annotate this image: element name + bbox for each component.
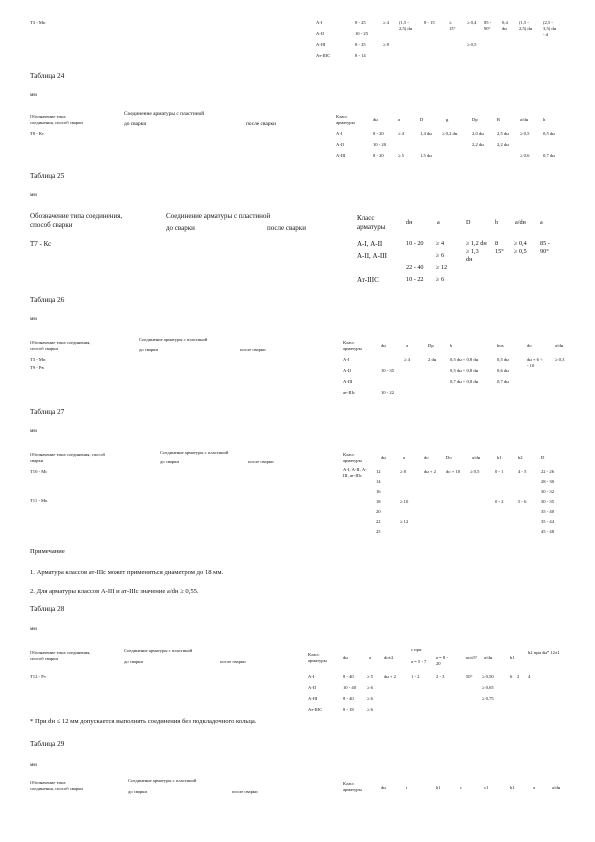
table-29-header-t: t	[406, 785, 408, 790]
table-25-title: Таблица 25	[30, 172, 65, 180]
table-25-unit: мм	[30, 192, 37, 198]
table-28-class-3: А-III	[308, 696, 318, 701]
table-28-dn-4: 8 - 18	[343, 707, 354, 712]
table-24-connection-type: Т8 - Кс	[30, 131, 44, 136]
table-27-title: Таблица 27	[30, 408, 65, 416]
table-25-header-D: D	[466, 219, 471, 226]
table-24-unit: мм	[30, 92, 37, 98]
top-c7: 0,4 dн	[502, 20, 508, 31]
notes-title: Примечание	[30, 548, 65, 555]
table-27-D-5: 35 - 40	[541, 509, 555, 514]
table-27-connection-type-1: Т10 - Мс	[30, 469, 48, 474]
table-29-header-h1b: h1	[510, 785, 515, 790]
table-29-header-a: a	[533, 785, 536, 790]
table-26-header-h: h	[450, 343, 453, 348]
table-27-header-D: D	[541, 455, 545, 460]
table-26-h-1: 0,5 dн ÷ 0,8 dн	[450, 357, 479, 362]
table-25-header-alpha: a	[540, 219, 543, 226]
table-26-dp: 2 dн	[428, 357, 437, 362]
table-27-header-adn: a/dн	[472, 455, 481, 460]
table-25-dn-4: 10 - 22	[406, 276, 424, 283]
table-28-do: dн + 2	[384, 674, 396, 679]
table-28-dn-1: 8 - 40	[343, 674, 354, 679]
table-27-header-before: до сварки	[160, 459, 179, 464]
table-26-unit: мм	[30, 316, 37, 322]
table-28-header-type: Обозначение типа соединения, способ сварки	[30, 650, 91, 661]
table-26-connection-type-1: Т3 - Мп	[30, 357, 46, 362]
top-class-4: Ат-IIIС	[316, 53, 331, 58]
table-27-D-6: 35 - 44	[541, 519, 555, 524]
table-27-connection-type-2: Т11 - Мк	[30, 498, 48, 503]
table-27-D-7: 45 - 48	[541, 529, 555, 534]
table-27-D-1: 22 - 26	[541, 469, 555, 474]
table-27-h2-2: 5 - 6	[518, 499, 527, 504]
table-27-D-4: 30 - 35	[541, 499, 555, 504]
table-24-header-before: до сварки	[124, 121, 147, 127]
table-28-header-alpha: αо±5°	[466, 655, 478, 660]
note-2: 2. Для арматуры классов А-III и ат-IIIс значение a/dн ≥ 0,55.	[30, 588, 199, 595]
table-29-header-c: c	[460, 785, 463, 790]
table-28-header-before: до сварки	[124, 659, 143, 664]
table-24-row-2-R: 2,2 dн	[497, 142, 509, 147]
table-28-header-adn: a/dн	[484, 655, 493, 660]
table-28-c1: 1 - 2	[411, 674, 420, 679]
table-24-header-Dp: Dp	[472, 117, 478, 122]
table-28-header-connection: Соединение арматуры с пластиной	[124, 648, 193, 653]
table-26-hsv-3: 0,7 dн	[497, 379, 509, 384]
table-28-header-a: a	[369, 655, 372, 660]
table-24-row-3-h: 0,7 dн	[543, 153, 555, 158]
table-29-header-adn: a/dн	[552, 785, 561, 790]
table-27-dn-7: 25	[376, 529, 381, 534]
table-28-h2-b: 4	[528, 674, 531, 679]
table-25-header-connection: Соединение арматуры с пластиной	[166, 212, 271, 220]
table-29-header-c1: c1	[484, 785, 489, 790]
table-28-c2: 2 - 3	[436, 674, 445, 679]
table-24-header-h: h	[543, 117, 546, 122]
table-27-h1-2: 0 - 2	[495, 499, 504, 504]
table-24-row-1-a: ≥ 4	[398, 131, 404, 136]
table-24-header-class: Класс арматуры	[336, 114, 355, 125]
table-28-a-1: ≥ 5	[367, 674, 373, 679]
table-27-do: dн + 2	[424, 469, 436, 474]
table-27-a-6: ≥ 12	[400, 519, 409, 524]
table-26-header-type: Обозначение типа соединения, способ сварки	[30, 340, 91, 351]
table-26-h-2: 0,5 dн ÷ 0,8 dн	[450, 368, 479, 373]
table-27-header-type: Обозначение типа соединения, способ сварки	[30, 452, 106, 463]
table-27-adn: ≥ 0,5	[470, 469, 480, 474]
table-25-header-before: до сварки	[166, 224, 195, 232]
table-24-row-3-adn: ≥ 0,6	[520, 153, 530, 158]
table-24-row-3-class: А-III	[336, 153, 346, 158]
table-24-row-2-dn: 10 - 20	[373, 142, 387, 147]
table-26-class-2: А-II	[343, 368, 351, 373]
table-28-class-1: А-I	[308, 674, 315, 679]
table-24-header-connection: Соединение арматуры с пластиной	[124, 111, 205, 117]
table-28-header-h2: h2 при dн* 12±1	[528, 650, 560, 655]
table-24-row-1-adn: ≥ 0,5	[520, 131, 530, 136]
table-27-header-connection: Соединение арматуры с пластиной	[160, 450, 229, 455]
table-25-dn-1: 10 - 20	[406, 240, 424, 247]
top-d-4: 8 - 14	[355, 53, 366, 58]
table-25-header-a: a	[437, 219, 440, 226]
table-24-row-1-class: А-I	[336, 131, 343, 136]
table-26-hsv-2: 0,6 dн	[497, 368, 509, 373]
table-25-header-class: Класс арматуры	[357, 214, 386, 231]
table-26-do: dн + 6 ÷ - 10	[527, 357, 543, 368]
table-26-dn-2: 10 - 35	[381, 368, 395, 373]
table-24-header-D: D	[420, 117, 424, 122]
table-27-Do: dо + 10	[446, 469, 461, 474]
table-25-b: 8 15°	[495, 240, 504, 255]
table-29-header-class: Класс арматуры	[343, 781, 362, 792]
table-24-header-R: R	[497, 117, 501, 122]
table-28-adn-2: ≥ 0,65	[482, 685, 494, 690]
table-28-header-class: Класс арматуры	[308, 652, 327, 663]
top-d-2: 10 - 25	[355, 31, 369, 36]
top-c6: 85 - 90°	[484, 20, 492, 31]
table-28-header-c: c при	[411, 647, 422, 652]
table-24-row-2-class: А-II	[336, 142, 344, 147]
table-26-class-3: А-III	[343, 379, 353, 384]
table-25-class-1: А-I, А-II	[357, 240, 383, 248]
top-c1-1: ≥ 4	[383, 20, 389, 25]
table-26-header-class: Класс арматуры	[343, 340, 362, 351]
table-26-header-adn: a/dн	[555, 343, 564, 348]
table-27-header-class: Класс арматуры	[343, 452, 362, 463]
table-28-header-after: после сварки	[220, 659, 246, 664]
table-27-dn-1: 12	[376, 469, 381, 474]
table-26-header-dn: dн	[381, 343, 386, 348]
table-24-header-g: g	[446, 117, 449, 122]
table-26-a: ≥ 4	[404, 357, 410, 362]
top-d-1: 8 - 25	[355, 20, 366, 25]
table-27-header-a: a	[403, 455, 406, 460]
table-26-dn-4: 10 - 22	[381, 390, 395, 395]
table-27-D-2: 28 - 30	[541, 479, 555, 484]
table-25-header-type: Обозначение типа соединения, способ сварки	[30, 212, 123, 229]
table-25-class-4: Ат-IIIC	[357, 276, 379, 284]
top-c8: (1,5 - 2,5) dн	[519, 20, 533, 31]
table-28-alpha: 50°	[466, 674, 473, 679]
top-class-1: А-I	[316, 20, 323, 25]
table-24-row-3-a: ≥ 5	[398, 153, 404, 158]
table-28-header-c2: a = 8 - 20	[436, 655, 448, 666]
table-27-header-dn: dн	[381, 455, 386, 460]
table-28-h2-a: 2	[517, 674, 520, 679]
table-29-title: Таблица 29	[30, 740, 65, 748]
table-24-header-type: Обозначение типа соединения, способ сварки	[30, 114, 83, 125]
table-29-unit: мм	[30, 762, 37, 768]
table-26-h-3: 0,7 dн ÷ 0,8 dн	[450, 379, 479, 384]
table-25-alpha: 85 - 90°	[540, 240, 550, 255]
table-24-row-1-Dp: 2,0 dн	[472, 131, 484, 136]
table-27-dn-3: 16	[376, 489, 381, 494]
table-25-adn: ≥ 0,4 ≥ 0,5	[514, 240, 527, 255]
table-24-header-adn: a/dн	[520, 117, 529, 122]
table-28-dn-2: 10 - 40	[343, 685, 357, 690]
table-26-connection-type-2: Т9 - Рв	[30, 365, 44, 370]
table-26-hsv-1: 0,5 dн	[497, 357, 509, 362]
table-28-connection-type: Т12 - Рз	[30, 674, 46, 679]
table-24-row-1-R: 2,5 dн	[497, 131, 509, 136]
table-25-header-adn: a/dн	[515, 219, 526, 226]
top-c4: ≥ 15°	[449, 20, 456, 31]
table-28-adn-1: ≥ 0,50	[482, 674, 494, 679]
table-25-class-2: А-II, А-III	[357, 252, 387, 260]
top-class-2: А-II	[316, 31, 324, 36]
table-27-dn-2: 14	[376, 479, 381, 484]
table-29-header-dn: dн	[381, 785, 386, 790]
table-26-header-before: до сварки	[139, 347, 158, 352]
top-c2: (1,5 - 2,5) dн	[399, 20, 413, 31]
table-24-row-3-dn: 8 - 20	[373, 153, 384, 158]
table-28-a-4: ≥ 6	[367, 707, 373, 712]
table-24-header-dn: dн	[373, 117, 378, 122]
table-26-class-4: ат-IIIс	[343, 390, 356, 395]
table-28-header-dn: dн	[343, 655, 348, 660]
table-26-class-1: А-I	[343, 357, 350, 362]
top-c9: (2,5 - 3,5) dн - d	[543, 20, 557, 37]
table-25-dn-3: 22 - 40	[406, 264, 424, 271]
note-1: 1. Арматура классов ат-IIIс может применяться диаметром до 18 мм.	[30, 569, 224, 576]
table-27-h1-1: 0 - 1	[495, 469, 504, 474]
table-25-a-4: ≥ 6	[436, 276, 445, 283]
table-26-adn: ≥ 0,3	[555, 357, 565, 362]
table-29-header-type: Обозначение типа соединения, способ сварки	[30, 780, 83, 791]
table-25-header-dn: dн	[406, 219, 413, 226]
table-24-row-1-g: ≥ 0,2 dн	[442, 131, 458, 136]
table-27-h2-1: 4 - 5	[518, 469, 527, 474]
table-27-dn-6: 22	[376, 519, 381, 524]
table-27-header-after: после сварки	[248, 459, 274, 464]
table-27-header-do: dо	[424, 455, 429, 460]
table-26-header-hsv: hсв	[497, 343, 504, 348]
table-28-a-2: ≥ 6	[367, 685, 373, 690]
table-25-header-after: после сварки	[267, 224, 306, 232]
table-26-header-connection: Соединение арматуры с пластиной	[139, 337, 208, 342]
table-24-row-1-D: 1,4 dн	[420, 131, 432, 136]
table-28-class-2: А-II	[308, 685, 316, 690]
top-c5-2: ≥ 0,5	[467, 42, 477, 47]
table-29-header-before: до сварки	[128, 789, 147, 794]
table-25-a-1: ≥ 4	[436, 240, 445, 247]
table-24-title: Таблица 24	[30, 72, 65, 80]
table-28-a-3: ≥ 6	[367, 696, 373, 701]
table-27-header-h1: h1	[497, 455, 502, 460]
table-27-header-Do: Dо	[446, 455, 452, 460]
top-class-3: А-III	[316, 42, 326, 47]
top-c5-1: ≥ 0,4	[467, 20, 477, 25]
table-26-header-a: a	[406, 343, 409, 348]
table-25-connection-type: Т7 - Кс	[30, 240, 52, 248]
table-26-title: Таблица 26	[30, 296, 65, 304]
table-24-row-1-h: 0,5 dн	[543, 131, 555, 136]
table-27-a-1: ≥ 8	[400, 469, 406, 474]
table-25-a-3: ≥ 12	[436, 264, 448, 271]
table-28-header-h1: h1	[510, 655, 515, 660]
table-29-header-connection: Соединение арматуры с пластиной	[128, 778, 197, 783]
table-28-dn-3: 8 - 40	[343, 696, 354, 701]
table-28-unit: мм	[30, 626, 37, 632]
table-28-footnote: * При dн ≤ 12 мм допускается выполнять соединения без подкладочного кольца.	[30, 718, 257, 725]
table-28-header-do: dо±2	[384, 655, 394, 660]
table-24-header-after: после сварки	[246, 121, 276, 127]
table-24-row-1-dn: 8 - 20	[373, 131, 384, 136]
top-c1-3: ≥ 8	[383, 42, 389, 47]
table-27-classes: А-I, А-II, А- III, ат-IIIс	[343, 467, 367, 478]
table-25-D: ≥ 1,2 dн ≥ 1,3 dн	[466, 240, 487, 263]
table-28-title: Таблица 28	[30, 605, 65, 613]
table-27-D-3: 30 - 32	[541, 489, 555, 494]
table-29-header-after: после сварки	[232, 789, 258, 794]
table-28-adn-3: ≥ 0,75	[482, 696, 494, 701]
top-connection-type: Т3 - Мп	[30, 20, 46, 25]
table-25-header-b: b	[495, 219, 499, 226]
table-27-dn-5: 20	[376, 509, 381, 514]
table-27-unit: мм	[30, 428, 37, 434]
top-d-3: 8 - 25	[355, 42, 366, 47]
table-25-a-2: ≥ 6	[436, 252, 445, 259]
table-26-header-after: после сварки	[240, 347, 266, 352]
top-c3: 8 - 15	[424, 20, 435, 25]
table-24-row-2-Dp: 2,2 dн	[472, 142, 484, 147]
table-26-header-do: dо	[527, 343, 532, 348]
table-28-class-4: Ат-IIIС	[308, 707, 323, 712]
table-29-header-h1: h1	[436, 785, 441, 790]
table-28-header-c1: a = 5 - 7	[411, 659, 427, 664]
table-28-h1: 6	[510, 674, 513, 679]
table-24-row-3-D: 1,5 dн	[420, 153, 432, 158]
table-27-a-4: ≥ 10	[400, 499, 409, 504]
table-27-dn-4: 18	[376, 499, 381, 504]
table-27-header-h2: h2	[518, 455, 523, 460]
table-24-header-a: a	[398, 117, 401, 122]
table-26-header-Dp: Dp	[428, 343, 434, 348]
